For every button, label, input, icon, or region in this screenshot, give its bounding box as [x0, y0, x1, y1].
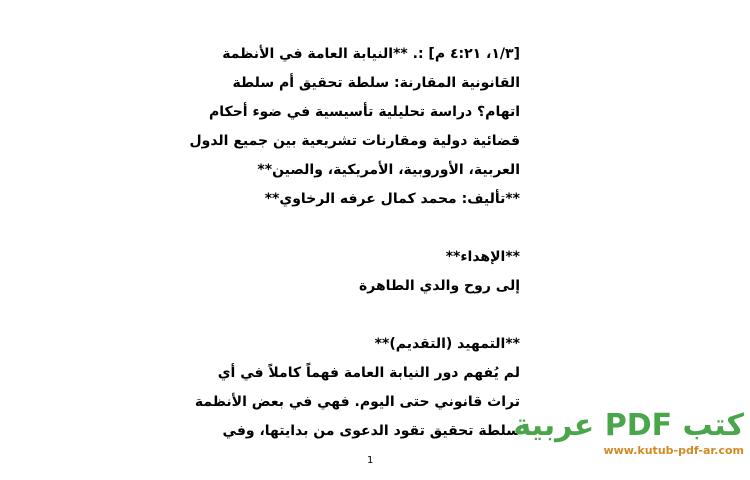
preface-line-2: تراث قانوني حتى اليوم. فهي في بعض الأنظمة: [194, 394, 520, 410]
preface-heading: **التمهيد (التقديم)**: [374, 336, 520, 352]
page-number: 1: [367, 455, 374, 466]
preface-line-3: سلطة تحقيق تقود الدعوى من بدايتها، وفي: [222, 423, 520, 439]
paragraph-gap: [200, 301, 520, 330]
dedication-text: إلى روح والدي الطاهرة: [359, 278, 520, 294]
title-line-5: العربية، الأوروبية، الأمريكية، والصين**: [257, 162, 520, 178]
title-line-4: قضائية دولية ومقارنات تشريعية بين جميع الدول: [189, 133, 520, 149]
title-line-3: اتهام؟ دراسة تحليلية تأسيسية في ضوء أحكام: [209, 104, 520, 120]
dedication-heading: **الإهداء**: [445, 249, 520, 265]
preface-line-1: لم يُفهم دور النيابة العامة فهماً كاملاً في أي: [217, 365, 520, 381]
title-line-1: [١/٣، ٤:٢١ م] :. **النيابة العامة في الأنظمة: [222, 46, 520, 62]
paragraph-gap: [200, 214, 520, 243]
document-body: [189, 40, 520, 446]
watermark-logo: كتب PDF عربية: [513, 408, 744, 443]
watermark-url: www.kutub-pdf-ar.com: [603, 444, 744, 457]
watermark: [513, 408, 744, 458]
title-line-2: القانونية المقارنة: سلطة تحقيق أم سلطة: [232, 75, 520, 91]
author-line: **تأليف: محمد كمال عرفه الرخاوي**: [264, 191, 520, 207]
